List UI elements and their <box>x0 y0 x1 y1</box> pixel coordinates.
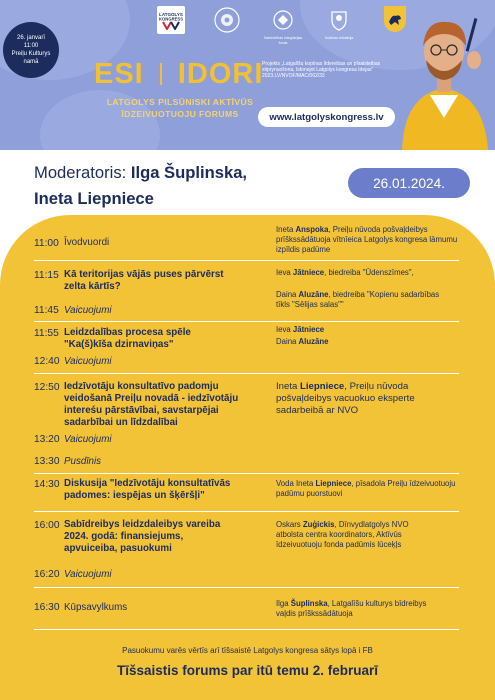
program-title: Kā teritorijas vājās puses pārvērst zelta kārtīs? <box>64 269 224 292</box>
program-time: 12:50 <box>34 382 60 393</box>
program-time: 16:30 <box>34 602 60 613</box>
program-title: Kūpsavylkums <box>64 602 128 613</box>
svg-text:LATGOLYS: LATGOLYS <box>159 12 183 17</box>
title-divider <box>160 63 162 85</box>
row-divider <box>34 373 459 374</box>
coat-of-arms-icon <box>325 6 353 34</box>
program-speaker: Ieva Jātniece, biedreiba "Ūdenszīmes", <box>276 268 414 277</box>
program-time: 13:20 <box>34 434 60 445</box>
event-date-pill: 26.01.2024. <box>348 168 470 198</box>
partner-logos <box>150 6 416 45</box>
title-part-idori: IDORI <box>177 58 264 90</box>
program-speaker: Oskars Zuģickis, Dīnvydlatgolys NVO atbolsta centra koordinators, Aktīvūs īdzeivuotuoju fonda padūmis lūceķļs <box>276 520 409 550</box>
row-divider <box>34 321 459 322</box>
moderators-label: Moderatoris: <box>34 163 131 182</box>
header-banner <box>0 0 495 150</box>
person-photo <box>392 0 495 150</box>
badge-venue: Preiļu Kulturys <box>11 51 51 57</box>
moderator-name-2: Ineta Liepniece <box>34 189 154 208</box>
row-divider <box>34 260 459 261</box>
program-time: 16:20 <box>34 569 60 580</box>
program-time: 16:00 <box>34 520 60 531</box>
program-title: Īvodvuordi <box>64 237 110 248</box>
program-time: 11:15 <box>34 270 59 281</box>
kulturas-ministrija-label: Kultūras ministrija <box>324 36 354 40</box>
program-time: 12:40 <box>34 356 60 367</box>
event-date-badge <box>3 22 59 78</box>
program-speaker: Ineta Liepniece, Preiļu nūvoda pošvaļdeibys vacuokuo eksperte sadarbeibā ar NVO <box>276 381 415 416</box>
project-info: Projekts „Latgalīšu kopīnas līdereibas un pīsaisteibas stiprynuošona, īstonojot Latgolys kongresa Idejas" 2023.LV/NVOF/MAC/062/33 <box>262 61 381 80</box>
program-section <box>0 215 495 700</box>
row-divider <box>34 473 459 474</box>
program-speaker: Voda Ineta Liepniece, pīsadola Preiļu īdzeivuotuoju padūmu puorstuovi <box>276 479 456 499</box>
nvo-circle-icon <box>213 6 241 34</box>
website-link[interactable]: www.latgolyskongress.lv <box>258 107 395 127</box>
badge-venue-suffix: namā <box>23 59 39 65</box>
row-divider <box>34 511 459 512</box>
program-title: Vaicuojumi <box>64 569 112 580</box>
integracijas-fonds-label: Sabiedrības integrācijas fonds <box>263 36 303 45</box>
integracijas-fonds-logo <box>262 6 304 45</box>
svg-text:KONGRESS: KONGRESS <box>159 16 183 22</box>
program-time: 14:30 <box>34 479 60 490</box>
online-note: Pasuokumu varēs vērtīs arī tīšsaistē Latgolys kongresa sātys lopā i FB <box>122 646 373 655</box>
integracijas-fonds-icon <box>269 6 297 34</box>
moderators-block <box>34 160 334 212</box>
program-speaker-2: Daina Aluzāne <box>276 337 329 346</box>
program-title: Vaicuojumi <box>64 356 112 367</box>
kulturas-ministrija-logo <box>318 6 360 41</box>
program-speaker: Ineta Anspoka, Preiļu nūvoda pošvaļdeibys prīškssādātuoja vītnīeica Latgolys kongresa lāmumu izpīldis padūme <box>276 225 458 255</box>
latgolys-kongress-logo <box>150 6 192 36</box>
program-title: Diskusija "Iedzīvotāju konsultatīvās padomes: iespējas un šķēršļi" <box>64 478 231 501</box>
event-subtitle: LATGOLYS PILSŪNISKI AKTĪVŪS ĪDZEIVUOTUOJU FORUMS <box>106 97 254 119</box>
latgolys-kongress-icon <box>157 6 185 34</box>
title-part-esi: ESI <box>94 58 144 90</box>
program-speaker: Ilga Šuplinska, Latgalīšu kulturys bīdreibys vaļdis prīškssādātuoja <box>276 599 427 619</box>
moderator-name-1: Ilga Šuplinska, <box>130 163 248 182</box>
badge-date: 26. janvarī <box>16 35 46 41</box>
row-divider <box>34 587 459 588</box>
program-title: Iedzīvotāju konsultatīvo padomju veidošanā Preiļu novadā - iedzīvotāju intereśu pārstāvībai, savstarpējai sadarbībai un līdzdalībai <box>64 381 239 428</box>
nvo-circle-logo <box>206 6 248 36</box>
online-forum-headline: Tīšsaistis forums par itū temu 2. februarī <box>116 663 379 678</box>
program-time: 11:00 <box>34 238 59 249</box>
program-title: Sabīdreibys leidzdaleibys vareiba 2024. godā: finansiejums, apvuiceiba, pasuokumi <box>64 519 221 554</box>
badge-time: 11:00 <box>23 43 39 49</box>
program-time: 11:45 <box>34 305 59 316</box>
program-title: Pusdīnis <box>64 456 102 467</box>
event-title <box>94 58 263 91</box>
program-title: Vaicuojumi <box>64 434 112 445</box>
program-title: Vaicuojumi <box>64 305 112 316</box>
program-time: 13:30 <box>34 456 60 467</box>
program-title: Leidzdalības procesa spēle "Ka(š)kīša dzirnaviņas" <box>64 327 191 350</box>
program-speaker-2: Daina Aluzāne, biedreiba "Kopienu sadarbības tīkls "Sēlijas salas"" <box>276 290 440 310</box>
program-speaker: Ieva Jātniece <box>276 325 325 334</box>
row-divider <box>34 629 459 630</box>
program-time: 11:55 <box>34 328 59 339</box>
